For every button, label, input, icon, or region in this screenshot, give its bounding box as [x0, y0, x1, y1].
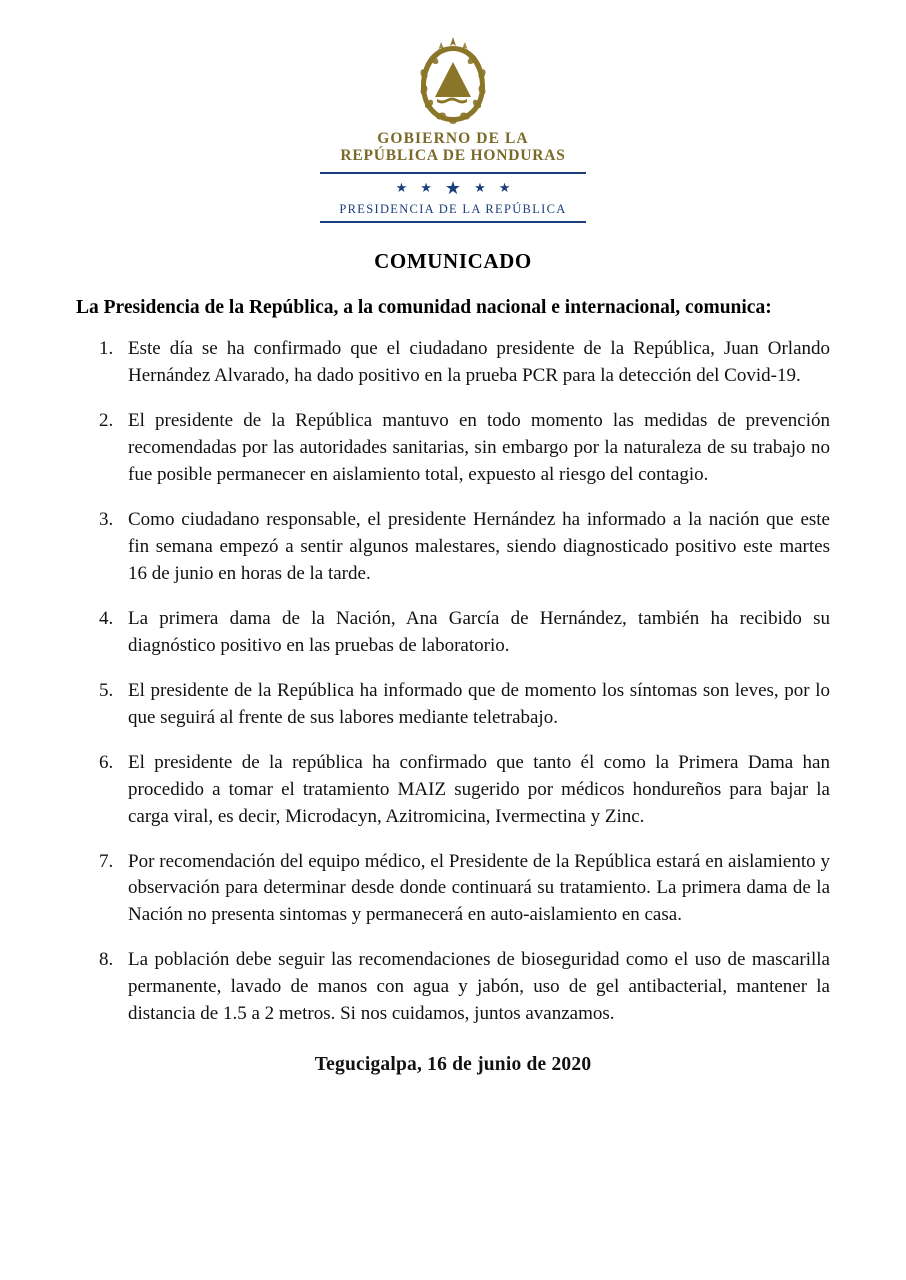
star-icon: ★ [395, 180, 408, 196]
stars-row [320, 179, 586, 197]
list-item: 5. El presidente de la República ha informado que de momento los síntomas son leves, por lo que seguirá al frente de sus labores mediante teletrabajo. [118, 678, 830, 732]
star-icon: ★ [420, 180, 432, 196]
lead-paragraph: La Presidencia de la República, a la comunidad nacional e internacional, comunica: [76, 296, 772, 318]
list-item: 3. Como ciudadano responsable, el presidente Hernández ha informado a la nación que este fin semana empezó a sentir algunos malestares, siendo diagnosticado positivo este martes 16 de junio en horas de la tarde. [118, 507, 830, 588]
letterhead [76, 34, 830, 223]
letterhead-subtitle: PRESIDENCIA DE LA REPÚBLICA [339, 201, 567, 216]
letterhead-divider-block [320, 172, 586, 223]
list-item: 2. El presidente de la República mantuvo en todo momento las medidas de prevención recomendadas por las autoridades sanitarias, sin embargo por la naturaleza de su trabajo no fue posible permanecer en aislamiento total, expuesto al riesgo del contagio. [118, 408, 830, 489]
list-item: 8. La población debe seguir las recomendaciones de bioseguridad como el uso de mascarilla permanente, lavado de manos con agua y jabón, uso de gel antibacterial, mantener la distancia de 1.5 a 2 metros. Si nos cuidamos, juntos avanzamos. [118, 947, 830, 1028]
list-item: 4. La primera dama de la Nación, Ana García de Hernández, también ha recibido su diagnóstico positivo en las pruebas de laboratorio. [118, 606, 830, 660]
list-item: 7. Por recomendación del equipo médico, el Presidente de la República estará en aislamiento y observación para determinar desde donde continuará su tratamiento. La primera dama de la Nación no presenta sintomas y permanecerá en auto-aislamiento en casa. [118, 849, 830, 930]
star-icon: ★ [444, 177, 462, 198]
star-icon: ★ [474, 180, 486, 196]
government-line-1: GOBIERNO DE LA [377, 130, 529, 147]
list-item: 1. Este día se ha confirmado que el ciudadano presidente de la República, Juan Orlando Hernández Alvarado, ha dado positivo en la prueba PCR para la detección del Covid-19. [118, 336, 830, 390]
divider-bottom [320, 221, 586, 223]
honduras-coat-of-arms-icon [411, 34, 495, 126]
list-item: 6. El presidente de la república ha confirmado que tanto él como la Primera Dama han procedido a tomar el tratamiento MAIZ sugerido por médicos hondureños para bajar la carga viral, es decir, Microdacyn, Azitromicina, Ivermectina y Zinc. [118, 750, 830, 831]
government-line-2: REPÚBLICA DE HONDURAS [340, 147, 566, 165]
statement-list [76, 336, 830, 1028]
divider-top [320, 172, 586, 174]
star-icon: ★ [498, 180, 511, 196]
page-title: COMUNICADO [374, 248, 532, 273]
place-and-date: Tegucigalpa, 16 de junio de 2020 [314, 1054, 592, 1076]
